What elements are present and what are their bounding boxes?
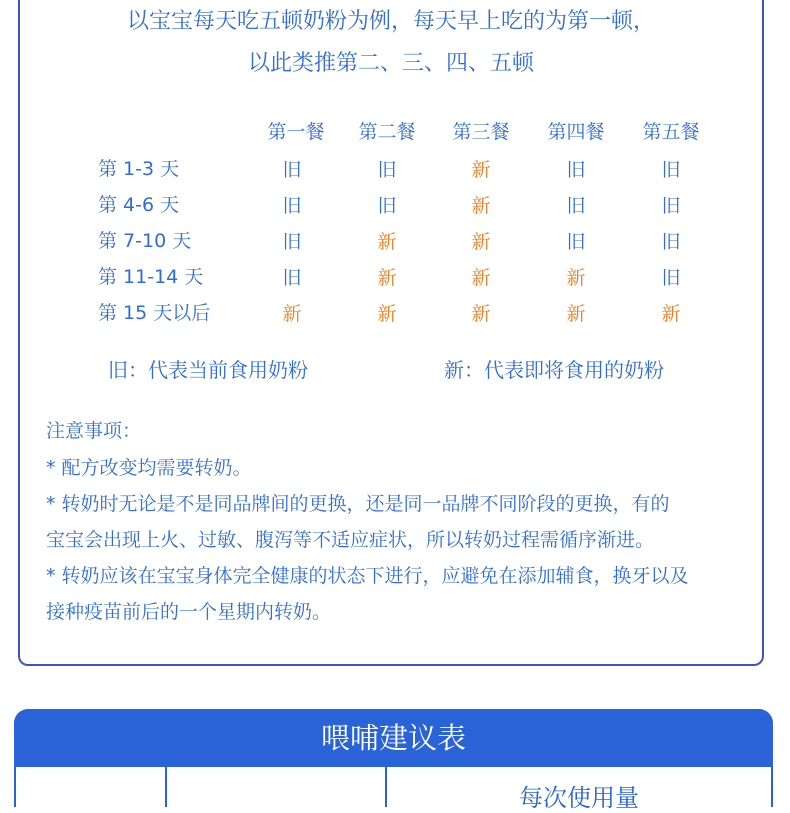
table-divider	[165, 767, 167, 807]
header-meal-4: 第四餐	[547, 121, 605, 143]
intro-line-2: 以此类推第二、三、四、五顿	[247, 51, 534, 76]
note-line: * 转奶时无论是不是同品牌间的更换，还是同一品牌不同阶段的更换，有的	[46, 493, 670, 515]
note-line: * 转奶应该在宝宝身体完全健康的状态下进行，应避免在添加辅食，换牙以及	[46, 565, 689, 587]
cell: 新	[377, 231, 397, 253]
row-label: 第 11-14 天	[98, 266, 204, 288]
header-meal-5: 第五餐	[642, 121, 700, 143]
intro-line-1: 以宝宝每天吃五顿奶粉为例，每天早上吃的为第一顿，	[126, 9, 655, 34]
cell: 旧	[661, 159, 681, 181]
note-line: 宝宝会出现上火、过敏、腹泻等不适应症状，所以转奶过程需循序渐进。	[46, 529, 655, 551]
cell: 新	[471, 303, 491, 325]
row-label: 第 15 天以后	[98, 302, 211, 324]
cell: 新	[471, 231, 491, 253]
cell: 旧	[377, 159, 397, 181]
cell: 新	[566, 303, 586, 325]
row-label: 第 4-6 天	[98, 194, 180, 216]
row-label: 第 1-3 天	[98, 158, 180, 180]
column-header-usage: 每次使用量	[519, 784, 639, 812]
cell: 新	[471, 267, 491, 289]
header-meal-1: 第一餐	[267, 121, 325, 143]
cell: 旧	[566, 159, 586, 181]
header-meal-2: 第二餐	[358, 121, 416, 143]
cell: 旧	[282, 195, 302, 217]
cell: 旧	[377, 195, 397, 217]
cell: 新	[377, 267, 397, 289]
legend-new: 新：代表即将食用的奶粉	[444, 358, 664, 382]
cell: 新	[282, 303, 302, 325]
cell: 旧	[282, 231, 302, 253]
cell: 新	[377, 303, 397, 325]
cell: 旧	[282, 159, 302, 181]
cell: 新	[661, 303, 681, 325]
cell: 旧	[661, 195, 681, 217]
cell: 旧	[566, 231, 586, 253]
cell: 新	[566, 267, 586, 289]
cell: 旧	[661, 267, 681, 289]
legend-old: 旧：代表当前食用奶粉	[108, 358, 308, 382]
note-line: 接种疫苗前后的一个星期内转奶。	[46, 601, 332, 623]
cell: 新	[471, 195, 491, 217]
cell: 旧	[566, 195, 586, 217]
cell: 旧	[282, 267, 302, 289]
note-line: * 配方改变均需要转奶。	[46, 457, 252, 479]
header-meal-3: 第三餐	[452, 121, 510, 143]
notes-title: 注意事项：	[46, 420, 142, 442]
row-label: 第 7-10 天	[98, 230, 192, 252]
cell: 旧	[661, 231, 681, 253]
cell: 新	[471, 159, 491, 181]
feeding-table-title: 喂哺建议表	[320, 721, 466, 755]
